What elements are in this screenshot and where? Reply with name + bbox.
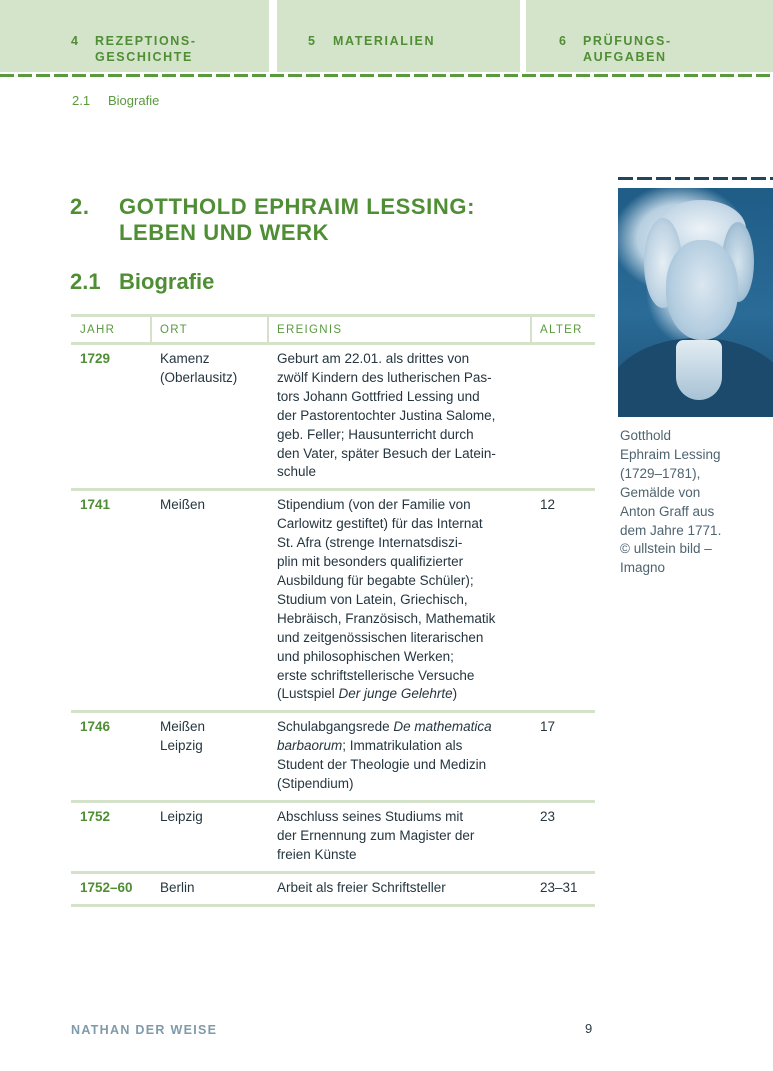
age-cell	[531, 344, 595, 490]
year-cell: 1752	[71, 801, 151, 872]
portrait-face	[666, 240, 738, 340]
caption-line: Anton Graff aus	[620, 503, 715, 519]
section-heading: Biografie	[119, 269, 215, 294]
caption-line: Gemälde von	[620, 484, 701, 500]
breadcrumb	[72, 93, 159, 108]
age-cell: 23	[531, 801, 595, 872]
event-line	[277, 718, 524, 737]
work-title: Der junge Gelehrte	[338, 686, 453, 702]
breadcrumb-number: 2.1	[72, 93, 91, 108]
tab-label	[333, 33, 435, 49]
portrait-image	[618, 188, 773, 417]
event-line: Hebräisch, Französisch, Mathematik	[277, 610, 496, 626]
tab-number: 4	[71, 34, 80, 48]
column-header-place: ORT	[151, 316, 268, 344]
event-text: (Lustspiel	[277, 686, 339, 702]
column-header-age: ALTER	[531, 316, 595, 344]
place-cell	[151, 490, 268, 712]
place-cell	[151, 801, 268, 872]
year-cell: 1729	[71, 344, 151, 490]
chapter-number: 2.	[70, 194, 90, 219]
event-line: der Ernennung zum Magister der	[277, 827, 475, 843]
event-line: Stipendium (von der Familie von	[277, 497, 471, 513]
event-line: freien Künste	[277, 846, 357, 862]
event-line: Carlowitz gestiftet) für das Internat	[277, 516, 483, 532]
footer-book-title: NATHAN DER WEISE	[71, 1023, 218, 1037]
year-cell: 1752–60	[71, 872, 151, 905]
event-line: erste schriftstellerische Versuche	[277, 667, 475, 683]
place-line: Leipzig	[160, 738, 203, 754]
sidebar-dashed-divider	[618, 177, 773, 180]
event-cell	[268, 801, 531, 872]
event-cell	[268, 872, 531, 905]
event-line: zwölf Kindern des lutherischen Pas-	[277, 369, 492, 385]
tab-label-line: MATERIALIEN	[333, 34, 436, 48]
event-line	[277, 737, 524, 756]
event-line: den Vater, später Besuch der Latein-	[277, 445, 496, 461]
event-line: und philosophischen Werken;	[277, 648, 454, 664]
event-line: und zeitgenössischen literarischen	[277, 629, 484, 645]
tab-rezeptionsgeschichte[interactable]	[0, 0, 269, 72]
event-line: schule	[277, 464, 317, 480]
place-cell	[151, 344, 268, 490]
event-line: Studium von Latein, Griechisch,	[277, 591, 468, 607]
dashed-divider	[0, 74, 773, 77]
table-row	[71, 712, 595, 802]
table-row	[71, 872, 595, 905]
event-cell	[268, 490, 531, 712]
chapter-heading	[119, 194, 539, 246]
table-row	[71, 801, 595, 872]
chapter-heading-line: LEBEN UND WERK	[119, 220, 330, 245]
image-caption	[620, 427, 770, 578]
year-cell: 1746	[71, 712, 151, 802]
tab-label-line: PRÜFUNGS-	[583, 34, 672, 48]
event-line: Arbeit als freier Schriftsteller	[277, 879, 446, 895]
caption-line: © ullstein bild –	[620, 541, 712, 557]
tab-pruefungsaufgaben[interactable]	[526, 0, 773, 72]
event-line: Abschluss seines Studiums mit	[277, 808, 464, 824]
event-line: Student der Theologie und Medizin	[277, 757, 487, 773]
tab-number: 5	[308, 34, 317, 48]
event-line	[277, 685, 524, 704]
tab-number: 6	[559, 34, 568, 48]
place-line: Kamenz	[160, 351, 210, 366]
age-cell: 23–31	[531, 872, 595, 905]
tab-label-line: AUFGABEN	[583, 50, 667, 64]
place-line: Berlin	[160, 879, 195, 895]
column-header-event: EREIGNIS	[268, 316, 531, 344]
event-line: plin mit besonders qualifizierter	[277, 554, 464, 570]
portrait-collar	[676, 340, 722, 400]
place-cell	[151, 712, 268, 802]
tab-materialien[interactable]	[277, 0, 520, 72]
place-cell	[151, 872, 268, 905]
chapter-heading-line: GOTTHOLD EPHRAIM LESSING:	[119, 194, 475, 219]
breadcrumb-label: Biografie	[108, 93, 160, 108]
event-line: Geburt am 22.01. als drittes von	[277, 351, 470, 366]
place-line: Leipzig	[160, 808, 203, 824]
event-text: ; Immatrikulation als	[342, 738, 463, 754]
event-line: der Pastorentochter Justina Salome,	[277, 407, 496, 423]
event-text: Schulabgangsrede	[277, 719, 394, 735]
event-cell	[268, 712, 531, 802]
chapter-navigation	[0, 0, 773, 72]
caption-line: Ephraim Lessing	[620, 446, 721, 462]
table-header-row	[71, 316, 595, 344]
event-line: geb. Feller; Hausunterricht durch	[277, 426, 474, 442]
tab-label-line: REZEPTIONS-	[95, 34, 197, 48]
event-line: St. Afra (strenge Internatsdiszi-	[277, 535, 463, 551]
caption-line: Imagno	[620, 560, 666, 576]
place-line: (Oberlausitz)	[160, 369, 238, 385]
event-line: Ausbildung für begabte Schüler);	[277, 572, 474, 588]
age-cell: 12	[531, 490, 595, 712]
event-text: )	[452, 686, 458, 702]
table-row	[71, 344, 595, 490]
section-number: 2.1	[70, 269, 101, 294]
place-line: Meißen	[160, 719, 206, 735]
place-line: Meißen	[160, 497, 206, 513]
work-title: De mathematica	[393, 719, 492, 735]
event-line: tors Johann Gottfried Lessing und	[277, 388, 480, 404]
tab-label	[95, 33, 197, 65]
page-number: 9	[585, 1021, 593, 1036]
column-header-year: JAHR	[71, 316, 151, 344]
caption-line: Gotthold	[620, 428, 672, 443]
event-cell	[268, 344, 531, 490]
caption-line: dem Jahre 1771.	[620, 522, 722, 538]
age-cell: 17	[531, 712, 595, 802]
caption-line: (1729–1781),	[620, 465, 701, 481]
tab-label-line: GESCHICHTE	[95, 50, 193, 64]
biography-table	[71, 314, 595, 907]
table-row	[71, 490, 595, 712]
tab-label	[583, 33, 672, 65]
section-title	[70, 269, 214, 295]
year-cell: 1741	[71, 490, 151, 712]
event-line: (Stipendium)	[277, 776, 354, 792]
work-title: barbaorum	[277, 738, 343, 754]
